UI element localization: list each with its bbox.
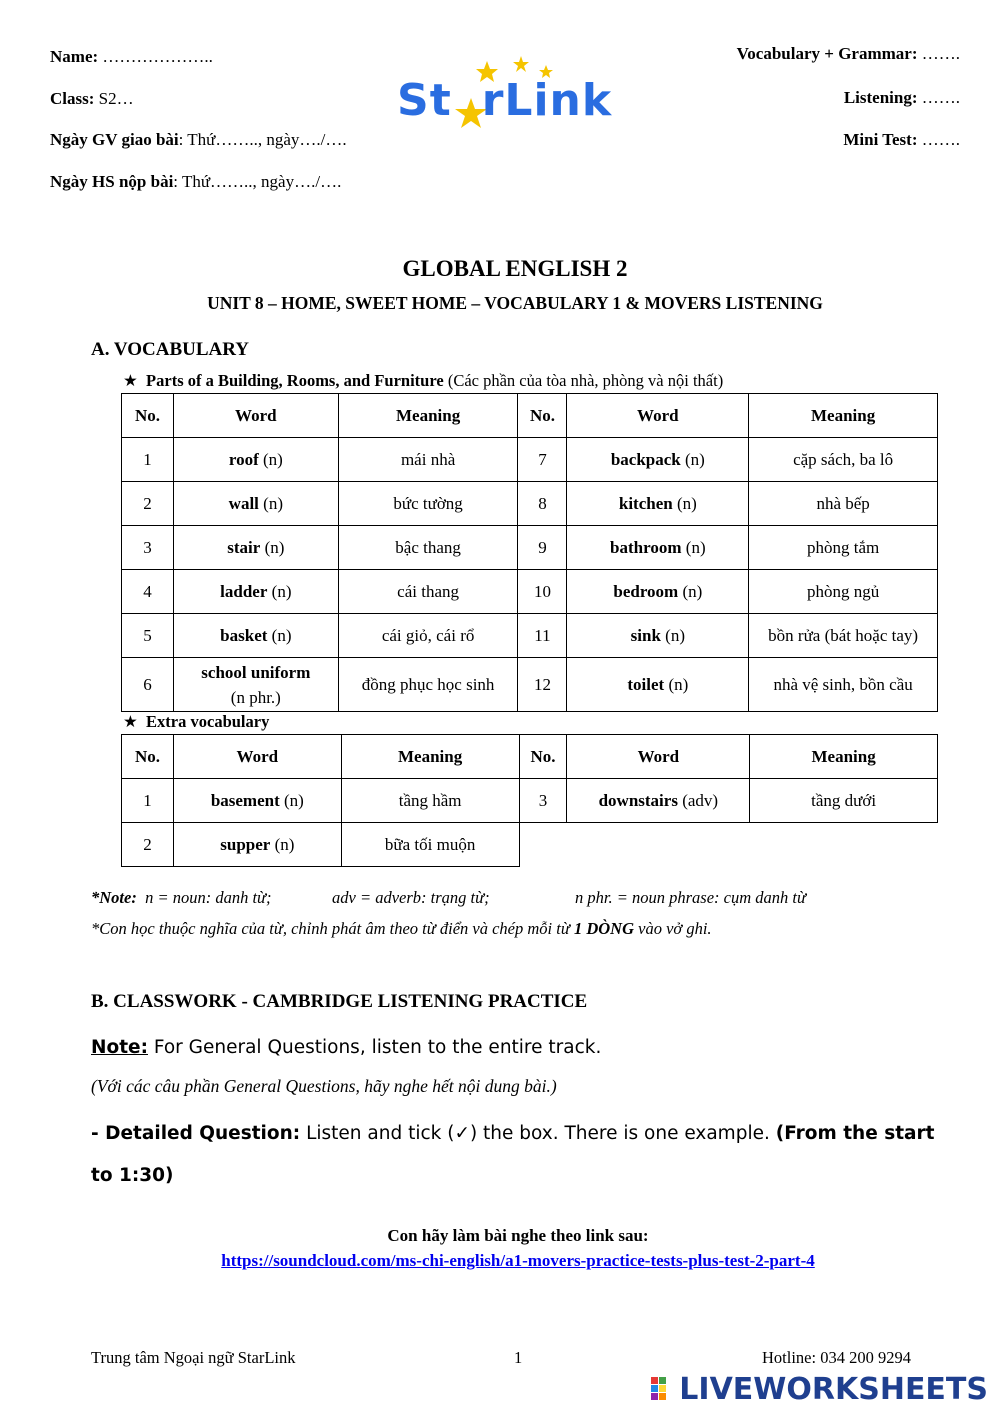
class-line: Class: S2… [50,89,134,108]
mini-test-score: Mini Test: ……. [843,130,960,149]
page-title: GLOBAL ENGLISH 2 [402,256,628,281]
submit-date-line: Ngày HS nộp bài: Thứ…….., ngày…./…. [50,172,342,191]
study-instruction: *Con học thuộc nghĩa của từ, chỉnh phát âm theo từ điển và chép mỗi từ 1 DÒNG vào vở ghi. [91,919,712,938]
page-number: 1 [514,1348,523,1367]
col-header: No. [122,394,174,438]
table-row: 4 ladder (n) cái thang 10 bedroom (n) phòng ngủ [122,570,938,614]
table-row: 2 supper (n) bữa tối muộn [122,823,938,867]
table-row: 1 basement (n) tầng hầm 3 downstairs (adv) tầng dưới [122,779,938,823]
section-b-heading: B. CLASSWORK - CAMBRIDGE LISTENING PRACTICE [91,991,588,1012]
col-header: No. [519,735,567,779]
abbreviation-nphr: n phr. = noun phrase: cụm danh từ [575,888,806,907]
detailed-question: - Detailed Question: Listen and tick (✓) the box. There is one example. (From the start to 1:30) [91,1123,935,1186]
liveworksheets-watermark: LIVEWORKSHEETS [651,1372,988,1407]
listening-score: Listening: ……. [843,88,960,107]
liveworksheets-icon [651,1377,675,1401]
col-header: Word [567,394,749,438]
vocab-grammar-score: Vocabulary + Grammar: ……. [736,44,960,63]
col-header: Word [173,394,338,438]
abbreviation-note: *Note: n = noun: danh từ; [91,888,272,907]
table-header-row [122,394,938,438]
extra-vocab-table [121,734,938,867]
abbreviation-adv: adv = adverb: trạng từ; [332,888,490,907]
col-header: Word [567,735,750,779]
table-row: 1 roof (n) mái nhà 7 backpack (n) cặp sách, ba lô [122,438,938,482]
assign-date-line: Ngày GV giao bài: Thứ…….., ngày…./…. [50,130,347,149]
footer-center-name: Trung tâm Ngoại ngữ StarLink [91,1348,296,1367]
col-header: Meaning [338,394,518,438]
table-row: 3 stair (n) bậc thang 9 bathroom (n) phòng tắm [122,526,938,570]
name-line: Name: ……………….. [50,47,213,66]
col-header: No. [518,394,567,438]
general-note: Note: For General Questions, listen to the entire track. [91,1037,602,1058]
col-header: Meaning [750,735,938,779]
page-subtitle: UNIT 8 – HOME, SWEET HOME – VOCABULARY 1 & MOVERS LISTENING [207,293,823,313]
star-bullet-icon: ★ [123,712,138,731]
vocab-table [121,393,938,712]
starlink-logo [395,55,640,135]
soundcloud-link[interactable]: https://soundcloud.com/ms-chi-english/a1-movers-practice-tests-plus-test-2-part-4 [221,1251,815,1270]
vocab-bullet-2: ★ Extra vocabulary [123,712,270,731]
logo-text: St rLink [397,75,613,126]
table-row: 6 school uniform (n phr.) đồng phục học sinh 12 toilet (n) nhà vệ sinh, bồn cầu [122,658,938,712]
table-row: 5 basket (n) cái giỏ, cái rổ 11 sink (n) bồn rửa (bát hoặc tay) [122,614,938,658]
section-a-heading: A. VOCABULARY [91,339,250,360]
general-note-vi: (Với các câu phần General Questions, hãy nghe hết nội dung bài.) [91,1076,557,1096]
link-intro: Con hãy làm bài nghe theo link sau: [387,1226,649,1245]
col-header: Meaning [749,394,938,438]
col-header: No. [122,735,174,779]
footer-hotline: Hotline: 034 200 9294 [762,1348,911,1367]
col-header: Meaning [341,735,519,779]
table-row: 2 wall (n) bức tường 8 kitchen (n) nhà bếp [122,482,938,526]
star-bullet-icon: ★ [123,371,138,390]
vocab-bullet-1: ★ Parts of a Building, Rooms, and Furniture (Các phần của tòa nhà, phòng và nội thất) [123,371,724,390]
col-header: Word [173,735,341,779]
table-header-row [122,735,938,779]
